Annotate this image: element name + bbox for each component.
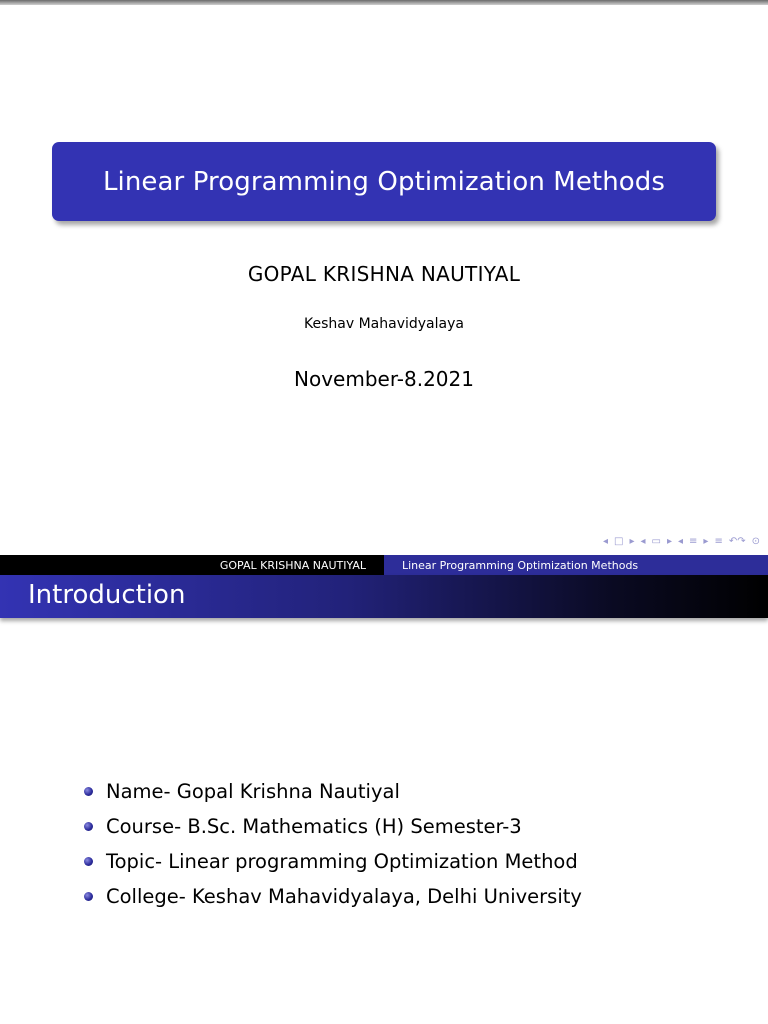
page-top-edge bbox=[0, 0, 768, 5]
frame-title-bar bbox=[0, 575, 768, 618]
bullet-list bbox=[84, 774, 582, 914]
nav-subsection-left-icon[interactable]: ◂ bbox=[640, 536, 646, 547]
nav-search-icon[interactable]: ⊙ bbox=[751, 536, 760, 547]
institute-name: Keshav Mahavidyalaya bbox=[304, 316, 464, 332]
list-item bbox=[84, 844, 582, 879]
nav-section-icon[interactable]: ≡ bbox=[689, 536, 698, 547]
bullet-text: Course- B.Sc. Mathematics (H) Semester-3 bbox=[106, 815, 522, 838]
nav-frame-left-icon[interactable]: ◂ bbox=[602, 536, 608, 547]
nav-back-forward-icon[interactable]: ↶↷ bbox=[728, 536, 746, 547]
list-item bbox=[84, 809, 582, 844]
nav-section-right-icon[interactable]: ▸ bbox=[703, 536, 709, 547]
bullet-dot-icon bbox=[84, 857, 93, 866]
footline-title: Linear Programming Optimization Methods bbox=[384, 555, 768, 575]
bullet-text: Topic- Linear programming Optimization Method bbox=[106, 850, 578, 873]
list-item bbox=[84, 774, 582, 809]
beamer-navigation-symbols bbox=[603, 536, 760, 547]
author-name: GOPAL KRISHNA NAUTIYAL bbox=[247, 262, 521, 286]
nav-subsection-right-icon[interactable]: ▸ bbox=[666, 536, 672, 547]
nav-frame-right-icon[interactable]: ▸ bbox=[629, 536, 635, 547]
frame-title: Introduction bbox=[28, 580, 186, 610]
presentation-date: November-8.2021 bbox=[294, 367, 474, 391]
footline-author: GOPAL KRISHNA NAUTIYAL bbox=[0, 555, 384, 575]
list-item bbox=[84, 879, 582, 914]
bullet-text: College- Keshav Mahavidyalaya, Delhi University bbox=[106, 885, 582, 908]
nav-doc-icon[interactable]: ≡ bbox=[714, 536, 723, 547]
footline bbox=[0, 555, 768, 575]
bullet-dot-icon bbox=[84, 892, 93, 901]
bullet-dot-icon bbox=[84, 787, 93, 796]
nav-section-left-icon[interactable]: ◂ bbox=[678, 536, 684, 547]
title-block bbox=[52, 142, 716, 221]
bullet-dot-icon bbox=[84, 822, 93, 831]
nav-subsection-icon[interactable]: ▭ bbox=[651, 536, 661, 547]
bullet-text: Name- Gopal Krishna Nautiyal bbox=[106, 780, 400, 803]
presentation-title: Linear Programming Optimization Methods bbox=[102, 166, 666, 197]
nav-frame-icon[interactable]: □ bbox=[614, 536, 624, 547]
